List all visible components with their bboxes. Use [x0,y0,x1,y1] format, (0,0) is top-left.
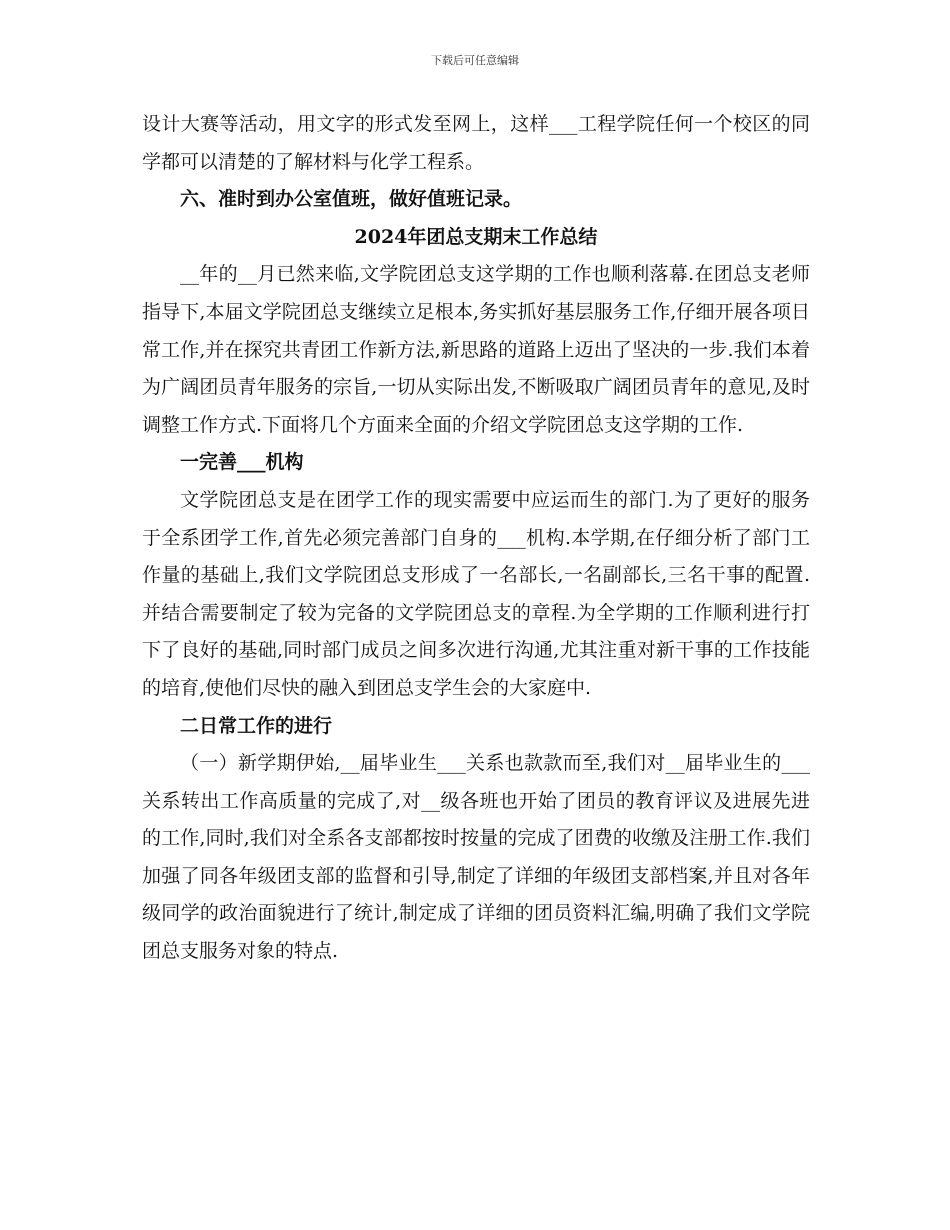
section-item-six: 六、准时到办公室值班，做好值班记录。 [180,188,523,211]
section-heading-two: 二日常工作的进行 [180,714,333,737]
paragraph-section-one: 文学院团总支是在团学工作的现实需要中应运而生的部门.为了更好的服务于全系团学工作,首先必须完善部门自身的___机构.本学期,在仔细分析了部门工作量的基础上,我们文学院团总支形成了一名部长,一名副部长,三名干事的配置.并结合需要制定了较为完备的文学院团总支的章程.为全学期的工作顺利进行打下了良好的基础,同时部门成员之间多次进行沟通,尤其注重对新干事的工作技能的培育,使他们尽快的融入到团总支学生会的大家庭中. [142,488,810,699]
page-header: 下载后可任意编辑 [431,54,519,67]
paragraph-section-two: （一）新学期伊始,__届毕业生___关系也款款而至,我们对__届毕业生的___关系转出工作高质量的完成了,对__级各班也开始了团员的教育评议及进展先进的工作,同时,我们对全系各支部都按时按量的完成了团费的收缴及注册工作.我们加强了同各年级团支部的监督和引导,制定了详细的年级团支部档案,并且对各年级同学的政治面貌进行了统计,制定成了详细的团员资料汇编,明确了我们文学院团总支服务对象的特点. [142,752,810,963]
document-body [142,106,810,971]
section-heading-one: 一完善___机构 [180,451,304,474]
paragraph-continuation: 设计大赛等活动，用文字的形式发至网上，这样___工程学院任何一个校区的同学都可以清楚的了解材料与化学工程系。 [142,113,810,173]
document-title: 2024年团总支期末工作总结 [354,225,598,248]
paragraph-intro: __年的__月已然来临,文学院团总支这学期的工作也顺利落幕.在团总支老师指导下,本届文学院团总支继续立足根本,务实抓好基层服务工作,仔细开展各项日常工作,并在探究共青团工作新方法,新思路的道路上迈出了坚决的一步.我们本着为广阔团员青年服务的宗旨,一切从实际出发,不断吸取广阔团员青年的意见,及时调整工作方式.下面将几个方面来全面的介绍文学院团总支这学期的工作. [142,263,810,436]
